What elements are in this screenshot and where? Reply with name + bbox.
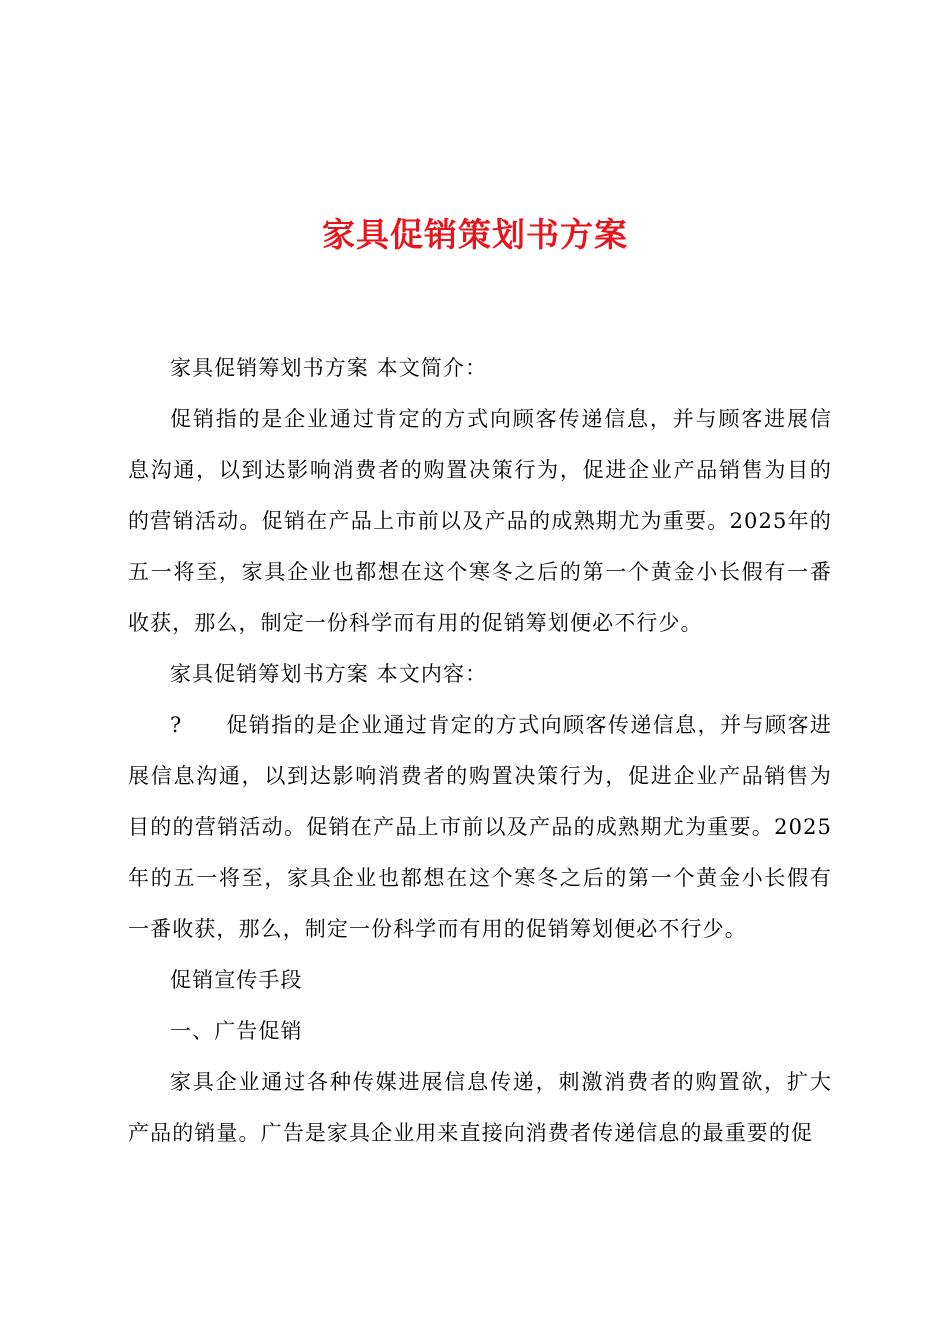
- ad-paragraph: 家具企业通过各种传媒进展信息传递，刺激消费者的购置欲，扩大产品的销量。广告是家具企业用来直接向消费者传递信息的最重要的促: [128, 1070, 832, 1145]
- unknown-glyph-bullet: ?: [170, 713, 183, 737]
- intro-heading: 家具促销筹划书方案 本文简介：: [170, 356, 488, 380]
- document-title: 家具促销策划书方案: [322, 215, 628, 254]
- subsection-heading: 一、广告促销: [170, 1019, 303, 1043]
- section-heading: 促销宣传手段: [170, 968, 303, 992]
- content-paragraph-text: 促销指的是企业通过肯定的方式向顾客传递信息，并与顾客进展信息沟通，以到达影响消费者的购置决策行为，促进企业产品销售为目的的营销活动。促销在产品上市前以及产品的成熟期尤为重要。2025年的五一将至，家具企业也都想在这个寒冬之后的第一个黄金小长假有一番收获，那么，制定一份科学而有用的促销筹划便必不行少。: [128, 713, 832, 941]
- intro-paragraph: 促销指的是企业通过肯定的方式向顾客传递信息，并与顾客进展信息沟通，以到达影响消费者的购置决策行为，促进企业产品销售为目的的营销活动。促销在产品上市前以及产品的成熟期尤为重要。2025年的五一将至，家具企业也都想在这个寒冬之后的第一个黄金小长假有一番收获，那么，制定一份科学而有用的促销筹划便必不行少。: [128, 407, 832, 635]
- document-body: [128, 343, 832, 1159]
- content-heading: 家具促销筹划书方案 本文内容：: [170, 662, 488, 686]
- content-paragraph: [128, 700, 832, 955]
